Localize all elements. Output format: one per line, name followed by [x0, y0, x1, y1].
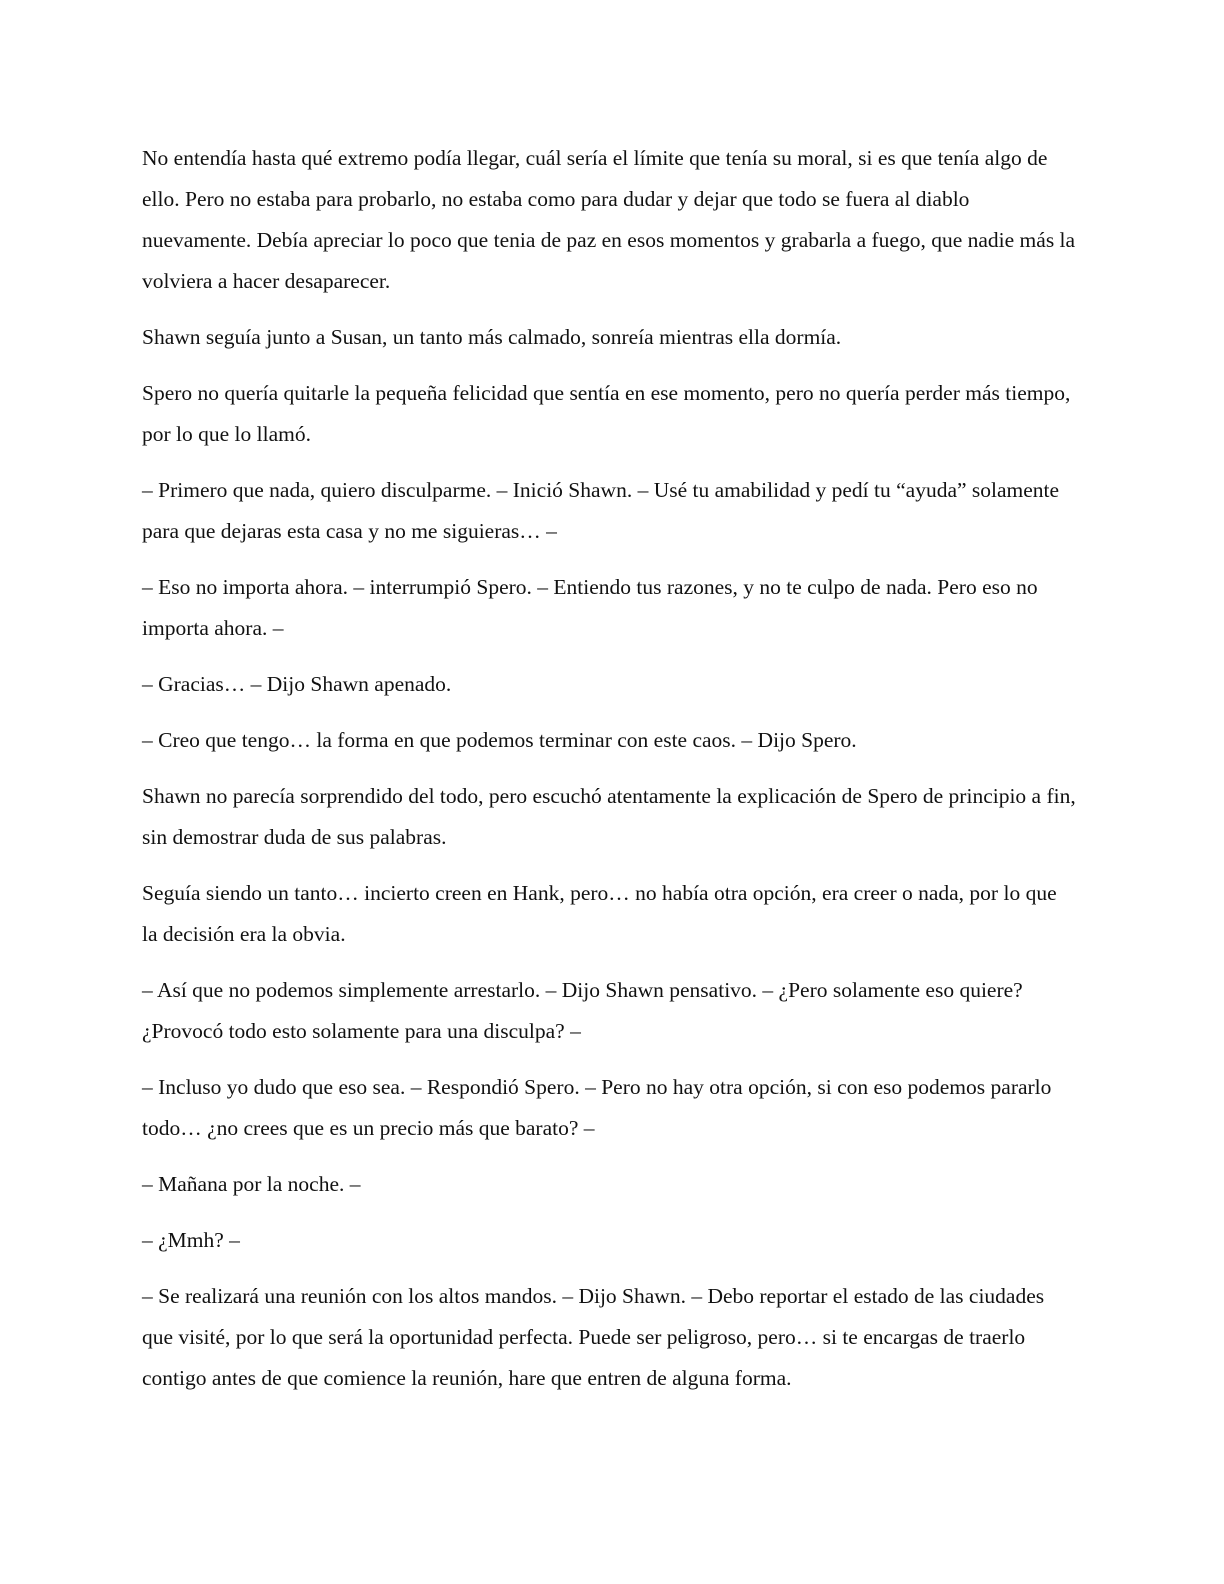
paragraph-11: – Incluso yo dudo que eso sea. – Respondió Spero. – Pero no hay otra opción, si con eso podemos pararlo todo… ¿no crees que es un precio más que barato? –	[142, 1075, 1052, 1140]
paragraph-5: – Eso no importa ahora. – interrumpió Spero. – Entiendo tus razones, y no te culpo de nada. Pero eso no importa ahora. –	[142, 575, 1038, 640]
paragraph-14: – Se realizará una reunión con los altos mandos. – Dijo Shawn. – Debo reportar el estado de las ciudades que visité, por lo que será la oportunidad perfecta. Puede ser peligroso, pero… si te encargas de traerlo contigo antes de que comience la reunión, hare que entren de alguna forma.	[142, 1284, 1045, 1390]
paragraph-4: – Primero que nada, quiero disculparme. – Inició Shawn. – Usé tu amabilidad y pedí tu “ayuda” solamente para que dejaras esta casa y no me siguieras… –	[142, 478, 1060, 543]
paragraph-6: – Gracias… – Dijo Shawn apenado.	[142, 672, 452, 696]
paragraph-13: – ¿Mmh? –	[142, 1228, 240, 1252]
paragraph-8: Shawn no parecía sorprendido del todo, pero escuchó atentamente la explicación de Spero de principio a fin, sin demostrar duda de sus palabras.	[142, 784, 1076, 849]
paragraph-1: No entendía hasta qué extremo podía llegar, cuál sería el límite que tenía su moral, si es que tenía algo de ello. Pero no estaba para probarlo, no estaba como para dudar y dejar que todo se fuera al diablo nuevamente. Debía apreciar lo poco que tenia de paz en esos momentos y grabarla a fuego, que nadie más la volviera a hacer desaparecer.	[142, 146, 1076, 293]
paragraph-2: Shawn seguía junto a Susan, un tanto más calmado, sonreía mientras ella dormía.	[142, 325, 842, 349]
paragraph-9: Seguía siendo un tanto… incierto creen en Hank, pero… no había otra opción, era creer o nada, por lo que la decisión era la obvia.	[142, 881, 1057, 946]
paragraph-10: – Así que no podemos simplemente arrestarlo. – Dijo Shawn pensativo. – ¿Pero solamente eso quiere? ¿Provocó todo esto solamente para una disculpa? –	[142, 978, 1023, 1043]
paragraph-12: – Mañana por la noche. –	[142, 1172, 361, 1196]
paragraph-7: – Creo que tengo… la forma en que podemos terminar con este caos. – Dijo Spero.	[142, 728, 857, 752]
document-page	[142, 138, 1077, 1414]
paragraph-3: Spero no quería quitarle la pequeña felicidad que sentía en ese momento, pero no quería perder más tiempo, por lo que lo llamó.	[142, 381, 1071, 446]
